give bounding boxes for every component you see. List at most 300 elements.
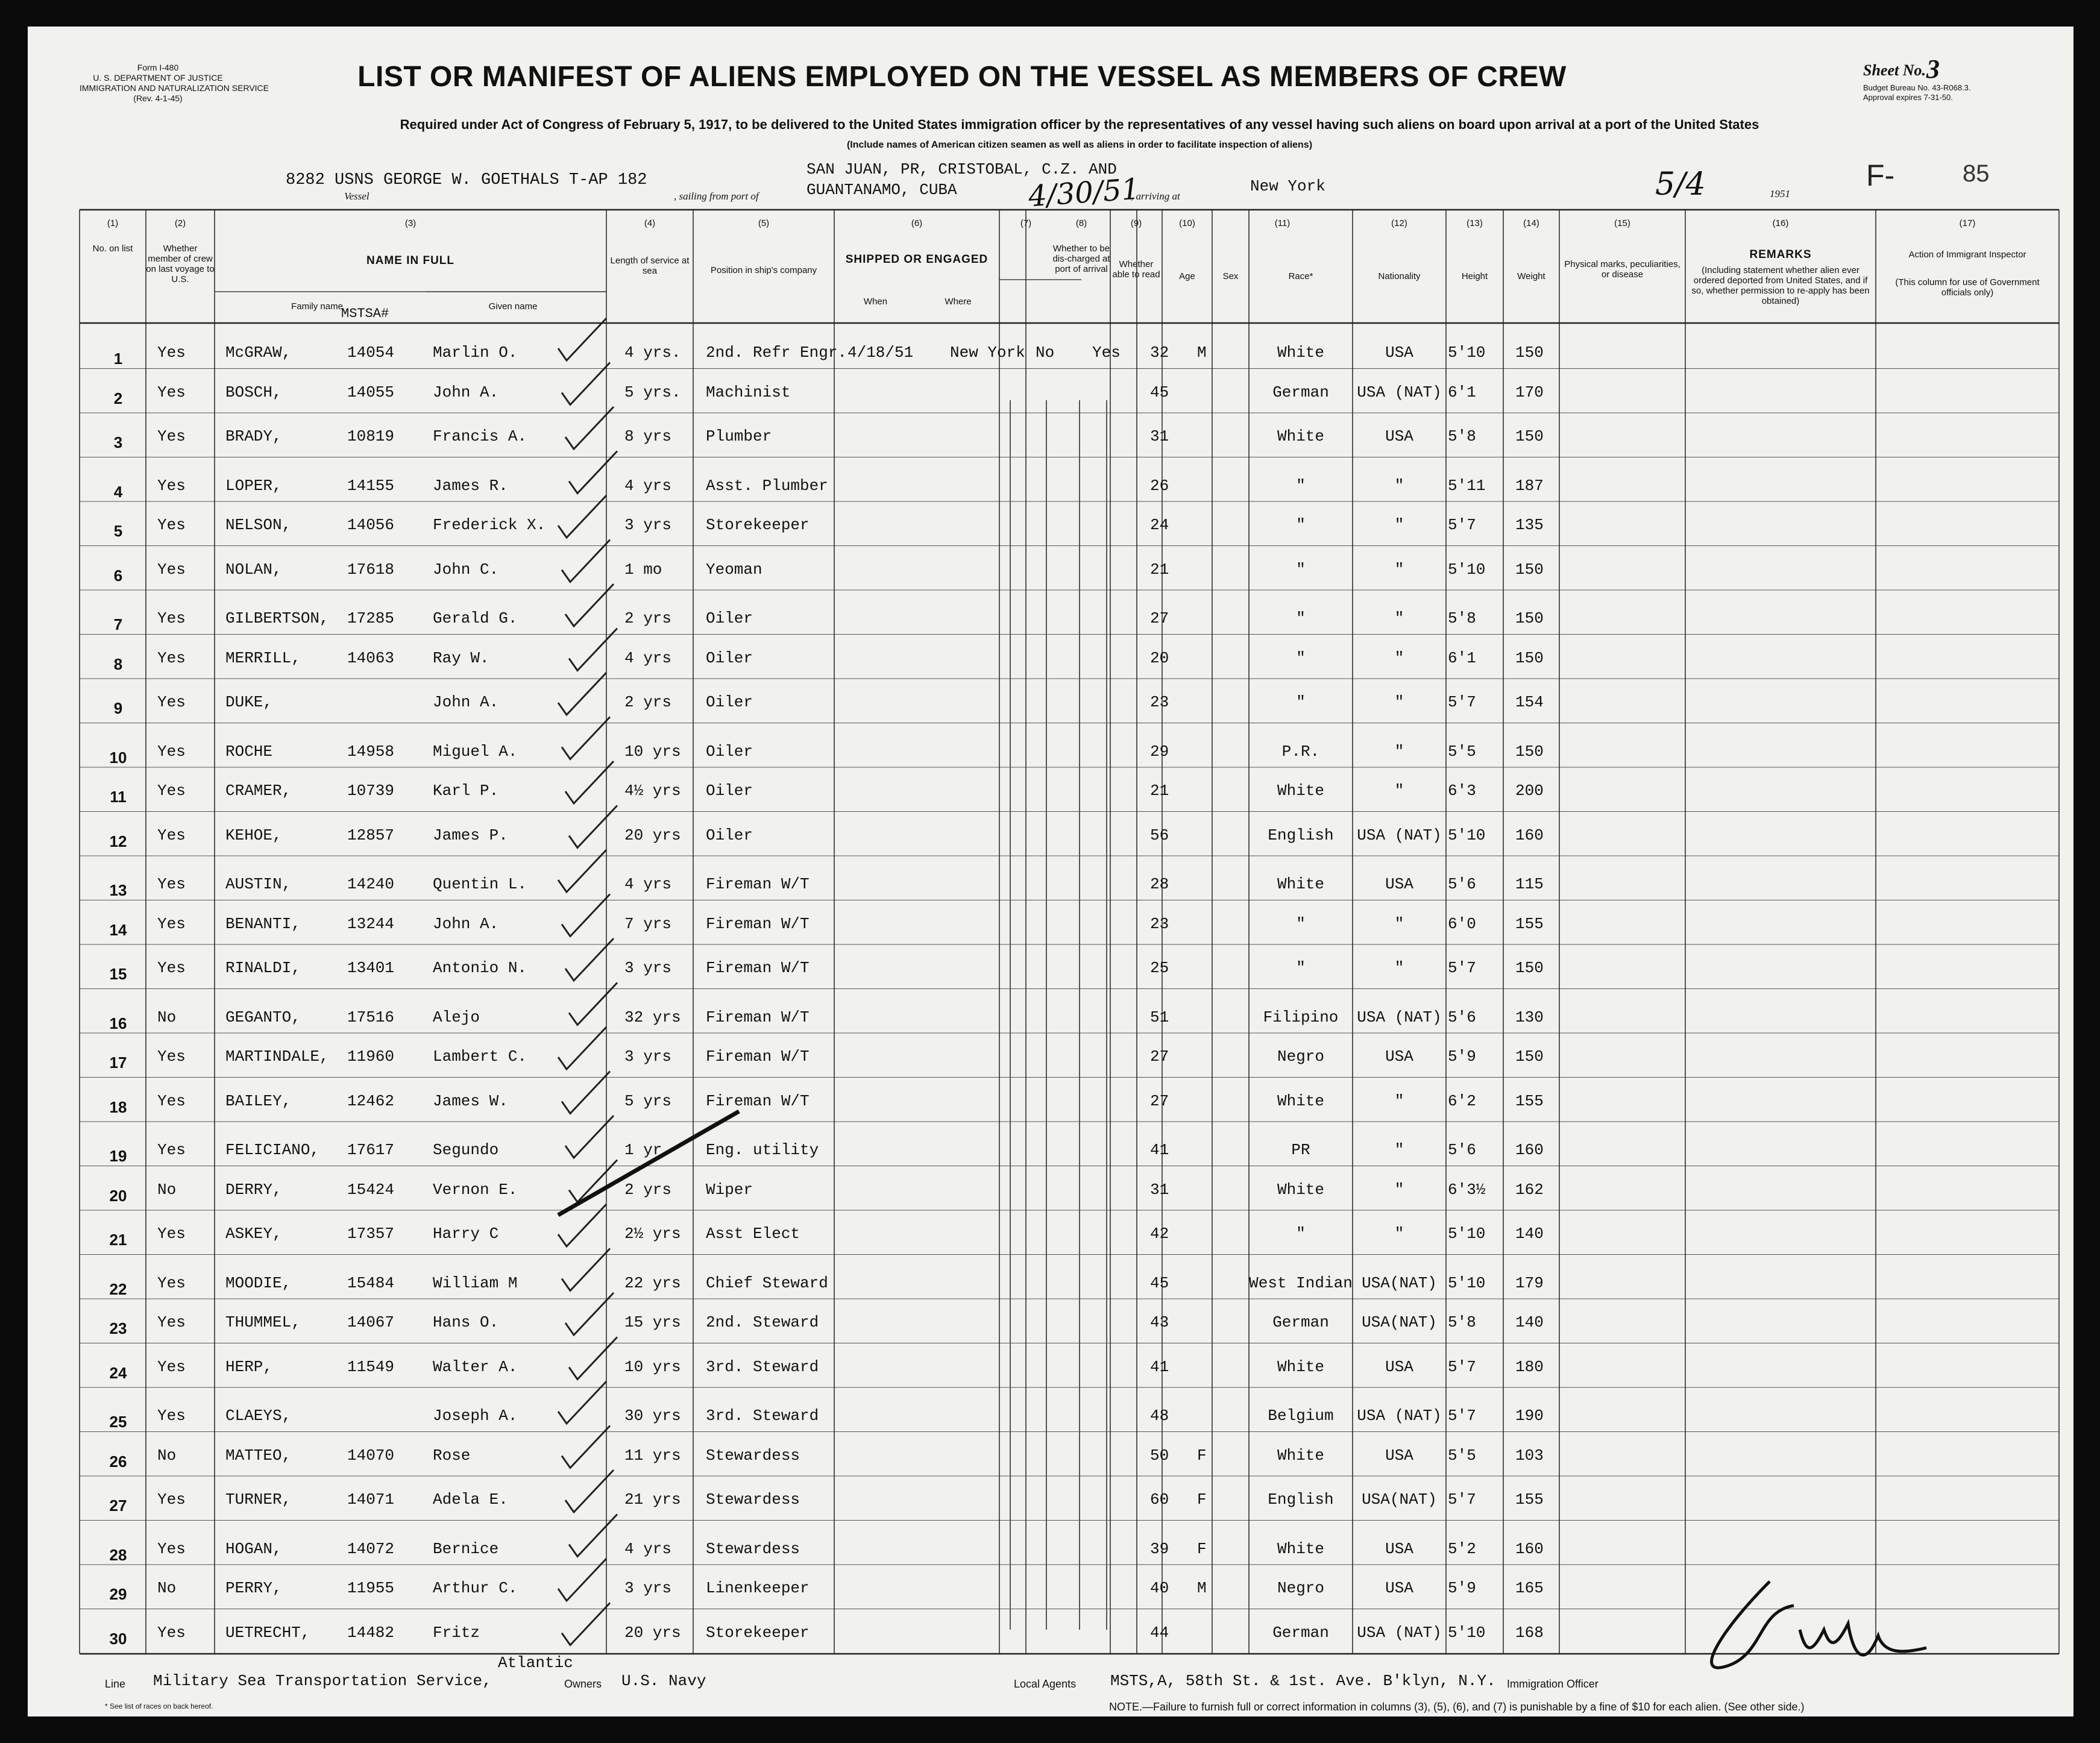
weight: 155 xyxy=(1515,914,1544,933)
weight: 190 xyxy=(1515,1407,1544,1425)
age: 25 xyxy=(1150,959,1169,977)
race: English xyxy=(1268,1490,1334,1509)
position: 3rd. Steward xyxy=(706,1407,819,1425)
check-mark xyxy=(558,1027,606,1069)
row-number: 9 xyxy=(113,699,123,717)
family-name: AUSTIN, xyxy=(225,875,292,893)
last-voyage: No xyxy=(157,1446,177,1465)
last-voyage: Yes xyxy=(157,649,186,667)
given-name: Adela E. xyxy=(433,1490,508,1509)
family-name: BENANTI, xyxy=(225,914,301,933)
weight: 160 xyxy=(1515,1539,1544,1558)
race: White xyxy=(1277,782,1324,800)
height: 5'5 xyxy=(1448,1446,1476,1465)
sheet-label: Sheet No. xyxy=(1863,61,1926,79)
given-name: Gerald G. xyxy=(433,609,518,627)
last-voyage: No xyxy=(157,1008,177,1026)
check-mark xyxy=(569,629,617,671)
last-voyage: Yes xyxy=(157,1357,186,1376)
row-number: 24 xyxy=(109,1363,127,1382)
age: 42 xyxy=(1150,1225,1169,1243)
last-voyage: No xyxy=(157,1180,177,1199)
include-note: (Include names of American citizen seamen as well as aliens in order to facilitate inspection of aliens) xyxy=(846,140,1313,150)
given-name: Lambert C. xyxy=(433,1047,527,1066)
last-voyage: Yes xyxy=(157,344,186,362)
race: " xyxy=(1296,693,1306,711)
given-name: Francis A. xyxy=(433,427,527,445)
position: Asst Elect xyxy=(706,1225,800,1243)
age: 27 xyxy=(1150,1047,1169,1066)
weight: 170 xyxy=(1515,383,1544,401)
given-name: Ray W. xyxy=(433,649,489,667)
check-mark xyxy=(558,1381,606,1424)
nationality: " xyxy=(1394,1091,1404,1110)
check-mark xyxy=(562,540,610,582)
service-length: 4 yrs xyxy=(624,1539,672,1558)
position: Fireman W/T xyxy=(706,875,810,893)
mstsa-number: 14958 xyxy=(347,742,395,761)
given-name: James P. xyxy=(433,826,508,844)
last-voyage: Yes xyxy=(157,1623,186,1642)
age: 48 xyxy=(1150,1407,1169,1425)
family-name: MATTEO, xyxy=(225,1446,292,1465)
sailing-label: , sailing from port of xyxy=(674,190,759,202)
weight: 150 xyxy=(1515,609,1544,627)
height: 5'2 xyxy=(1448,1539,1476,1558)
row-number: 27 xyxy=(109,1496,127,1515)
mstsa-number: 14063 xyxy=(347,649,395,667)
service-length: 32 yrs xyxy=(624,1008,681,1026)
vessel-name: 8282 USNS GEORGE W. GOETHALS T-AP 182 xyxy=(286,171,647,189)
line-label: Line xyxy=(105,1678,126,1690)
weight: 160 xyxy=(1515,1141,1544,1159)
family-name: THUMMEL, xyxy=(225,1313,301,1331)
height: 5'7 xyxy=(1448,693,1476,711)
last-voyage: Yes xyxy=(157,1539,186,1558)
sex: F xyxy=(1197,1446,1207,1465)
position: Asst. Plumber xyxy=(706,476,828,495)
row-number: 25 xyxy=(109,1413,127,1431)
row-number: 8 xyxy=(113,655,123,673)
service-length: 3 yrs xyxy=(624,516,672,534)
position: Storekeeper xyxy=(706,1623,810,1642)
owners-label: Owners xyxy=(564,1678,602,1690)
check-mark xyxy=(558,1559,606,1601)
check-mark xyxy=(565,938,614,981)
height: 5'10 xyxy=(1448,344,1486,362)
year-label: 1951 xyxy=(1770,188,1790,199)
nationality: USA(NAT) xyxy=(1362,1273,1437,1292)
sex: F xyxy=(1197,1539,1207,1558)
required-statement: Required under Act of Congress of February 5, 1917, to be delivered to the United States immigration officer by the representatives of any vessel having such aliens on board upon arrival at a port of the United States xyxy=(400,117,1759,132)
weight: 187 xyxy=(1515,476,1544,495)
stamp-mark: F- xyxy=(1866,159,1895,192)
row-number: 18 xyxy=(109,1098,127,1116)
age: 20 xyxy=(1150,649,1169,667)
arriving-label: , arriving at xyxy=(1131,190,1180,202)
header-family-name: Family name xyxy=(291,301,343,312)
age: 31 xyxy=(1150,1180,1169,1199)
service-length: 4 yrs xyxy=(624,875,672,893)
weight: 155 xyxy=(1515,1490,1544,1509)
header-discharged: Whether to be dis-charged at port of arrival xyxy=(1052,243,1110,274)
check-mark xyxy=(558,318,606,360)
check-mark xyxy=(569,1337,617,1380)
stamp-number: 85 xyxy=(1963,160,1990,187)
race: " xyxy=(1296,1225,1306,1243)
height: 5'6 xyxy=(1448,875,1476,893)
race: White xyxy=(1277,1539,1324,1558)
race: White xyxy=(1277,1357,1324,1376)
race: German xyxy=(1272,383,1329,401)
column-number-c3: (3) xyxy=(404,218,417,228)
last-voyage: Yes xyxy=(157,1047,186,1066)
header-position: Position in ship's company xyxy=(710,265,817,275)
race: " xyxy=(1296,914,1306,933)
header-physical-marks: Physical marks, peculiarities, or disease xyxy=(1564,259,1680,280)
column-number-c15: (15) xyxy=(1614,218,1630,228)
check-mark xyxy=(558,495,606,538)
position: Linenkeeper xyxy=(706,1579,810,1597)
row-number: 10 xyxy=(109,748,127,767)
given-name: Antonio N. xyxy=(433,959,527,977)
last-voyage: No xyxy=(157,1579,177,1597)
weight: 150 xyxy=(1515,742,1544,761)
given-name: James R. xyxy=(433,476,508,495)
service-length: 2 yrs xyxy=(624,1180,672,1199)
service-length: 8 yrs xyxy=(624,427,672,445)
row-number: 26 xyxy=(109,1452,127,1471)
officer-signature xyxy=(1685,1557,1938,1678)
height: 6'3½ xyxy=(1448,1180,1486,1199)
mstsa-number: 10819 xyxy=(347,427,395,445)
weight: 140 xyxy=(1515,1225,1544,1243)
mstsa-number: 10739 xyxy=(347,782,395,800)
last-voyage: Yes xyxy=(157,1225,186,1243)
position: 2nd. Steward xyxy=(706,1313,819,1331)
nationality: USA (NAT) xyxy=(1357,1623,1442,1642)
race: Negro xyxy=(1277,1579,1324,1597)
check-mark xyxy=(565,584,614,626)
mstsa-number: 14056 xyxy=(347,516,395,534)
age: 50 xyxy=(1150,1446,1169,1465)
column-number-c5: (5) xyxy=(758,218,770,228)
row-number: 7 xyxy=(113,615,123,633)
height: 5'11 xyxy=(1448,476,1486,495)
race: " xyxy=(1296,560,1306,579)
service-length: 3 yrs xyxy=(624,959,672,977)
service-length: 20 yrs xyxy=(624,1623,681,1642)
last-voyage: Yes xyxy=(157,875,186,893)
given-name: Fritz xyxy=(433,1623,480,1642)
weight: 155 xyxy=(1515,1091,1544,1110)
position: Fireman W/T xyxy=(706,914,810,933)
last-voyage: Yes xyxy=(157,1091,186,1110)
race: PR xyxy=(1291,1141,1310,1159)
given-name: Arthur C. xyxy=(433,1579,518,1597)
given-name: Vernon E. xyxy=(433,1180,518,1199)
height: 5'7 xyxy=(1448,516,1476,534)
row-number: 29 xyxy=(109,1585,127,1603)
last-voyage: Yes xyxy=(157,693,186,711)
race: P.R. xyxy=(1281,742,1320,761)
family-name: FELICIANO, xyxy=(225,1141,320,1159)
given-name: Rose xyxy=(433,1446,471,1465)
weight: 160 xyxy=(1515,826,1544,844)
service-length: 11 yrs xyxy=(624,1446,681,1465)
row-number: 22 xyxy=(109,1280,127,1298)
position: Oiler xyxy=(706,649,753,667)
weight: 165 xyxy=(1515,1579,1544,1597)
row-number: 4 xyxy=(113,482,123,501)
family-name: NELSON, xyxy=(225,516,292,534)
nationality: " xyxy=(1394,609,1404,627)
race: Filipino xyxy=(1263,1008,1339,1026)
header-remarks: REMARKS xyxy=(1749,248,1812,261)
race: White xyxy=(1277,1091,1324,1110)
age: 43 xyxy=(1150,1313,1169,1331)
nationality: USA (NAT) xyxy=(1357,1008,1442,1026)
family-name: LOPER, xyxy=(225,476,282,495)
given-name: Karl P. xyxy=(433,782,499,800)
position: Oiler xyxy=(706,693,753,711)
service-length: 1 yr xyxy=(624,1141,662,1159)
check-mark xyxy=(565,1470,614,1512)
service-length: 4 yrs xyxy=(624,476,672,495)
service-length: 5 yrs. xyxy=(624,383,681,401)
family-name: RINALDI, xyxy=(225,959,301,977)
weight: 150 xyxy=(1515,649,1544,667)
service-length: 2 yrs xyxy=(624,693,672,711)
race: " xyxy=(1296,516,1306,534)
mstsa-number: 11960 xyxy=(347,1047,395,1066)
header-length-of-service: Length of service at sea xyxy=(610,256,690,276)
height: 5'10 xyxy=(1448,1225,1486,1243)
mstsa-number: 13244 xyxy=(347,914,395,933)
nationality: USA xyxy=(1385,1357,1413,1376)
last-voyage: Yes xyxy=(157,476,186,495)
position: Wiper xyxy=(706,1180,753,1199)
mstsa-number: 15424 xyxy=(347,1180,395,1199)
service-length: 10 yrs xyxy=(624,742,681,761)
nationality: " xyxy=(1394,1225,1404,1243)
header-shipped-engaged: SHIPPED OR ENGAGED xyxy=(845,253,989,266)
sheet-number: 3 xyxy=(1926,54,1940,84)
form-number: Form I-480 xyxy=(137,63,179,72)
check-mark xyxy=(558,1204,606,1246)
position: Plumber xyxy=(706,427,772,445)
last-voyage: Yes xyxy=(157,1273,186,1292)
mstsa-number: 15484 xyxy=(347,1273,395,1292)
height: 6'1 xyxy=(1448,383,1476,401)
column-number-c17: (17) xyxy=(1959,218,1976,228)
height: 5'10 xyxy=(1448,826,1486,844)
nationality: " xyxy=(1394,1141,1404,1159)
mstsa-number: 14055 xyxy=(347,383,395,401)
weight: 162 xyxy=(1515,1180,1544,1199)
able-to-read: Yes xyxy=(1092,344,1121,362)
family-name: MERRILL, xyxy=(225,649,301,667)
header-given-name: Given name xyxy=(488,301,538,312)
service-length: 22 yrs xyxy=(624,1273,681,1292)
age: 26 xyxy=(1150,476,1169,495)
height: 6'1 xyxy=(1448,649,1476,667)
penalty-note: NOTE.—Failure to furnish full or correct information in columns (3), (5), (6), and (7) is punishable by a fine of $10 for each alien. (See other side.) xyxy=(1109,1701,1805,1713)
age: 23 xyxy=(1150,693,1169,711)
mstsa-number: 14482 xyxy=(347,1623,395,1642)
service-length: 1 mo xyxy=(624,560,662,579)
nationality: USA (NAT) xyxy=(1357,1407,1442,1425)
height: 5'7 xyxy=(1448,1407,1476,1425)
position: Storekeeper xyxy=(706,516,810,534)
row-number: 14 xyxy=(109,920,127,939)
nationality: " xyxy=(1394,742,1404,761)
given-name: James W. xyxy=(433,1091,508,1110)
header-nationality: Nationality xyxy=(1378,271,1421,281)
mstsa-number: 17618 xyxy=(347,560,395,579)
family-name: McGRAW, xyxy=(225,344,292,362)
height: 5'9 xyxy=(1448,1579,1476,1597)
age: 60 xyxy=(1150,1490,1169,1509)
service-length: 2½ yrs xyxy=(624,1225,681,1243)
mstsa-number: 14070 xyxy=(347,1446,395,1465)
race: " xyxy=(1296,476,1306,495)
sex: F xyxy=(1197,1490,1207,1509)
check-mark xyxy=(562,1603,610,1645)
family-name: CLAEYS, xyxy=(225,1407,292,1425)
weight: 103 xyxy=(1515,1446,1544,1465)
given-name: John A. xyxy=(433,914,499,933)
nationality: " xyxy=(1394,1180,1404,1199)
nationality: " xyxy=(1394,476,1404,495)
header-able-to-read: Whether able to read xyxy=(1112,259,1160,280)
given-name: John A. xyxy=(433,693,499,711)
given-name: William M xyxy=(433,1273,518,1292)
arrival-date: 5/4 xyxy=(1655,166,1706,203)
check-mark xyxy=(562,1249,610,1291)
family-name: MOODIE, xyxy=(225,1273,292,1292)
check-mark xyxy=(562,1072,610,1114)
owners-value: U.S. Navy xyxy=(621,1672,706,1690)
age: 41 xyxy=(1150,1141,1169,1159)
service-length: 30 yrs xyxy=(624,1407,681,1425)
given-name: Bernice xyxy=(433,1539,499,1558)
service-length: 4½ yrs xyxy=(624,782,681,800)
column-number-c8: (8) xyxy=(1075,218,1087,228)
races-note: * See list of races on back hereof. xyxy=(105,1702,213,1710)
mstsa-number: 14067 xyxy=(347,1313,395,1331)
header-inspector-note: (This column for use of Government officials only) xyxy=(1895,277,2040,298)
last-voyage: Yes xyxy=(157,742,186,761)
officer-label: Immigration Officer xyxy=(1507,1678,1599,1690)
service-length: 7 yrs xyxy=(624,914,672,933)
given-name: Miguel A. xyxy=(433,742,518,761)
age: 40 xyxy=(1150,1579,1169,1597)
nationality: USA xyxy=(1385,1047,1413,1066)
last-voyage: Yes xyxy=(157,383,186,401)
nationality: USA(NAT) xyxy=(1362,1313,1437,1331)
header-name-in-full: NAME IN FULL xyxy=(366,254,455,267)
height: 5'7 xyxy=(1448,1490,1476,1509)
given-name: John A. xyxy=(433,383,499,401)
mstsa-number: 14072 xyxy=(347,1539,395,1558)
weight: 180 xyxy=(1515,1357,1544,1376)
column-number-c11: (11) xyxy=(1274,218,1290,228)
column-number-c12: (12) xyxy=(1391,218,1407,228)
last-voyage: Yes xyxy=(157,1407,186,1425)
mstsa-number: 17516 xyxy=(347,1008,395,1026)
header-height: Height xyxy=(1461,271,1488,281)
header-last-voyage: Whether member of crew on last voyage to U.S. xyxy=(146,243,215,284)
position: Stewardess xyxy=(706,1539,800,1558)
column-number-c2: (2) xyxy=(174,218,186,228)
race: White xyxy=(1277,875,1324,893)
column-number-c6: (6) xyxy=(911,218,923,228)
age: 45 xyxy=(1150,1273,1169,1292)
family-name: CRAMER, xyxy=(225,782,292,800)
height: 5'7 xyxy=(1448,959,1476,977)
row-number: 6 xyxy=(113,566,123,585)
header-when: When xyxy=(863,297,888,307)
agents-label: Local Agents xyxy=(1014,1678,1077,1690)
family-name: HERP, xyxy=(225,1357,273,1376)
page-title: LIST OR MANIFEST OF ALIENS EMPLOYED ON THE VESSEL AS MEMBERS OF CREW xyxy=(357,61,1567,93)
mstsa-number: 11955 xyxy=(347,1579,395,1597)
check-mark xyxy=(565,761,614,803)
weight: 115 xyxy=(1515,875,1544,893)
service-length: 5 yrs xyxy=(624,1091,672,1110)
agents-value: MSTS,A, 58th St. & 1st. Ave. B'klyn, N.Y. xyxy=(1110,1672,1496,1690)
age: 27 xyxy=(1150,1091,1169,1110)
family-name: TURNER, xyxy=(225,1490,292,1509)
row-number: 5 xyxy=(113,522,123,540)
budget-line-2: Approval expires 7-31-50. xyxy=(1863,93,1953,102)
age: 27 xyxy=(1150,609,1169,627)
position: Eng. utility xyxy=(706,1141,819,1159)
age: 21 xyxy=(1150,782,1169,800)
nationality: USA (NAT) xyxy=(1357,826,1442,844)
service-length: 4 yrs. xyxy=(624,344,681,362)
budget-line-1: Budget Bureau No. 43-R068.3. xyxy=(1863,83,1971,92)
height: 5'8 xyxy=(1448,427,1476,445)
age: 41 xyxy=(1150,1357,1169,1376)
race: German xyxy=(1272,1313,1329,1331)
column-number-c14: (14) xyxy=(1523,218,1539,228)
height: 6'2 xyxy=(1448,1091,1476,1110)
race: White xyxy=(1277,427,1324,445)
family-name: NOLAN, xyxy=(225,560,282,579)
column-number-c4: (4) xyxy=(644,218,656,228)
age: 23 xyxy=(1150,914,1169,933)
mstsa-number: 12462 xyxy=(347,1091,395,1110)
race: " xyxy=(1296,649,1306,667)
mstsa-number: 17285 xyxy=(347,609,395,627)
line-value: Military Sea Transportation Service, xyxy=(153,1672,492,1690)
column-number-c7: (7) xyxy=(1020,218,1032,228)
position: Fireman W/T xyxy=(706,1091,810,1110)
height: 5'9 xyxy=(1448,1047,1476,1066)
given-name: Quentin L. xyxy=(433,875,527,893)
weight: 150 xyxy=(1515,1047,1544,1066)
position: Chief Steward xyxy=(706,1273,828,1292)
check-mark xyxy=(562,363,610,405)
weight: 150 xyxy=(1515,344,1544,362)
age: 28 xyxy=(1150,875,1169,893)
check-mark xyxy=(569,1160,617,1202)
check-mark xyxy=(562,1426,610,1468)
family-name: BAILEY, xyxy=(225,1091,292,1110)
age: 39 xyxy=(1150,1539,1169,1558)
